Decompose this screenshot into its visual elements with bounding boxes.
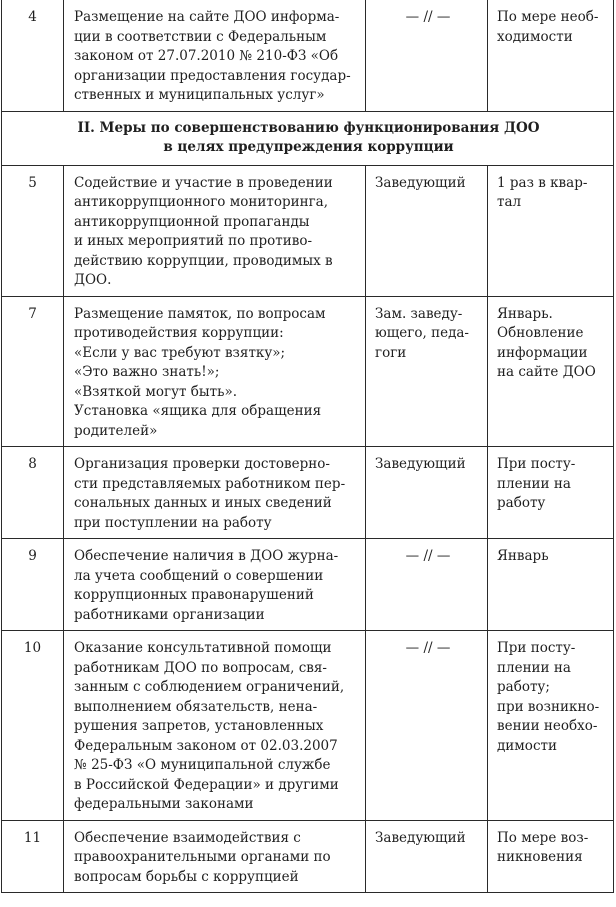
term-cell-line: информации [497,344,588,361]
responsible-cell-line: Заведующий [375,174,466,191]
activity-cell [64,447,366,539]
activity-cell-line: «Взяткой могут быть». [74,383,238,400]
activity-cell [64,631,366,821]
term-cell-line: При посту- [497,456,576,472]
activity-cell-line: Установка «ящика для обращения [74,403,322,419]
section-heading-line: II. Меры по совершенствованию функционирования ДОО [77,119,540,136]
row-number: 10 [2,631,64,821]
term-cell-line: При посту- [497,640,576,656]
term-cell-line: на сайте ДОО [497,364,596,380]
section-heading-row [2,111,614,165]
row-number: 11 [2,820,64,893]
activity-cell [64,0,366,111]
term-cell [488,631,614,821]
activity-cell-line: законом от 27.07.2010 № 210-ФЗ «Об [74,48,339,64]
activity-cell-line: сональных данных и иных сведений [74,495,332,511]
activity-cell-line: сти представляемых работником пер- [74,475,346,492]
activity-cell-line: ДОО. [74,272,112,288]
activity-cell-line: ственных и муниципальных услуг» [74,87,325,103]
table-row [2,296,614,447]
term-cell-line: Январь [497,548,549,564]
responsible-cell [366,296,488,447]
term-cell-line: Январь. [497,305,553,322]
term-cell [488,165,614,296]
term-cell-line: димости [497,737,557,754]
term-cell-line: вении необхо- [497,718,598,734]
table-row [2,447,614,539]
term-cell-line: плении на [497,475,571,492]
measures-table [1,0,614,893]
term-cell-line: работу [497,495,546,511]
activity-cell-line: Организация проверки достоверно- [74,456,330,472]
activity-cell [64,296,366,447]
term-cell-line: Обновление [497,325,584,341]
term-cell [488,539,614,631]
activity-cell-line: и иных мероприятий по противо- [74,233,313,249]
term-cell-line: По мере необ- [497,9,599,25]
row-number: 8 [2,447,64,539]
activity-cell-line: организации предоставления государ- [74,67,351,84]
term-cell [488,296,614,447]
section-heading-line: в целях предупреждения коррупции [163,139,454,155]
activity-cell-line: Федеральным законом от 02.03.2007 [74,737,338,754]
activity-cell-line: ла учета сообщений о совершении [74,567,324,584]
term-cell-line: при возникно- [497,698,600,715]
section-heading [2,111,614,165]
activity-cell-line: Обеспечение взаимодействия с [74,829,301,846]
term-cell-line: работу; [497,679,550,695]
row-number: 4 [2,0,64,111]
responsible-cell-line: Заведующий [375,829,466,846]
responsible-cell [366,447,488,539]
responsible-cell [366,165,488,296]
activity-cell-line: правоохранительными органами по [74,849,331,865]
activity-cell-line: в Российской Федерации» и другими [74,776,339,793]
responsible-cell [366,820,488,893]
activity-cell-line: вопросам борьбы с коррупцией [74,868,299,885]
activity-cell-line: Оказание консультативной помощи [74,640,332,656]
responsible-cell-line: — // — [405,548,451,564]
term-cell-line: 1 раз в квар- [497,174,588,191]
measures-table-body [2,0,614,893]
activity-cell-line: «Если у вас требуют взятку»; [74,344,286,361]
activity-cell-line: ции в соответствии с Федеральным [74,28,327,45]
activity-cell [64,539,366,631]
activity-cell-line: федеральными законами [74,796,254,812]
term-cell-line: плении на [497,659,571,676]
activity-cell-line: антикоррупционной пропаганды [74,213,310,230]
activity-cell-line: Обеспечение наличия в ДОО журна- [74,548,339,564]
term-cell-line: По мере воз- [497,829,589,846]
row-number: 9 [2,539,64,631]
activity-cell [64,165,366,296]
responsible-cell [366,631,488,821]
activity-cell-line: противодействия коррупции: [74,325,284,341]
responsible-cell [366,0,488,111]
activity-cell-line: Размещение памяток, по вопросам [74,305,326,322]
row-number: 5 [2,165,64,296]
table-row [2,539,614,631]
responsible-cell-line: — // — [405,640,451,656]
activity-cell [64,820,366,893]
activity-cell-line: родителей» [74,422,158,439]
activity-cell-line: занным с соблюдением ограничений, [74,679,345,695]
responsible-cell-line: — // — [405,9,451,25]
activity-cell-line: действию коррупции, проводимых в [74,252,333,269]
activity-cell-line: Содействие и участие в проведении [74,174,333,191]
term-cell [488,0,614,111]
table-row [2,165,614,296]
row-number: 7 [2,296,64,447]
activity-cell-line: антикоррупционного мониторинга, [74,194,328,210]
term-cell-line: ходимости [497,28,573,45]
activity-cell-line: № 25-ФЗ «О муниципальной службе [74,757,331,773]
table-row [2,631,614,821]
activity-cell-line: работникам ДОО по вопросам, свя- [74,659,327,676]
activity-cell-line: «Это важно знать!»; [74,364,220,380]
activity-cell-line: рушения запретов, установленных [74,718,324,734]
term-cell-line: тал [497,194,522,210]
term-cell [488,447,614,539]
activity-cell-line: при поступлении на работу [74,514,272,531]
table-row [2,820,614,893]
responsible-cell-line: Заведующий [375,456,466,472]
responsible-cell-line: ющего, педа- [375,325,469,341]
term-cell [488,820,614,893]
responsible-cell-line: Зам. заведу- [375,305,463,322]
activity-cell-line: работниками организации [74,606,265,623]
activity-cell-line: выполнением обязательств, нена- [74,698,318,715]
term-cell-line: никновения [497,849,583,865]
activity-cell-line: Размещение на сайте ДОО информа- [74,9,340,25]
responsible-cell-line: гоги [375,344,407,361]
table-row [2,0,614,111]
activity-cell-line: коррупционных правонарушений [74,587,314,603]
responsible-cell [366,539,488,631]
